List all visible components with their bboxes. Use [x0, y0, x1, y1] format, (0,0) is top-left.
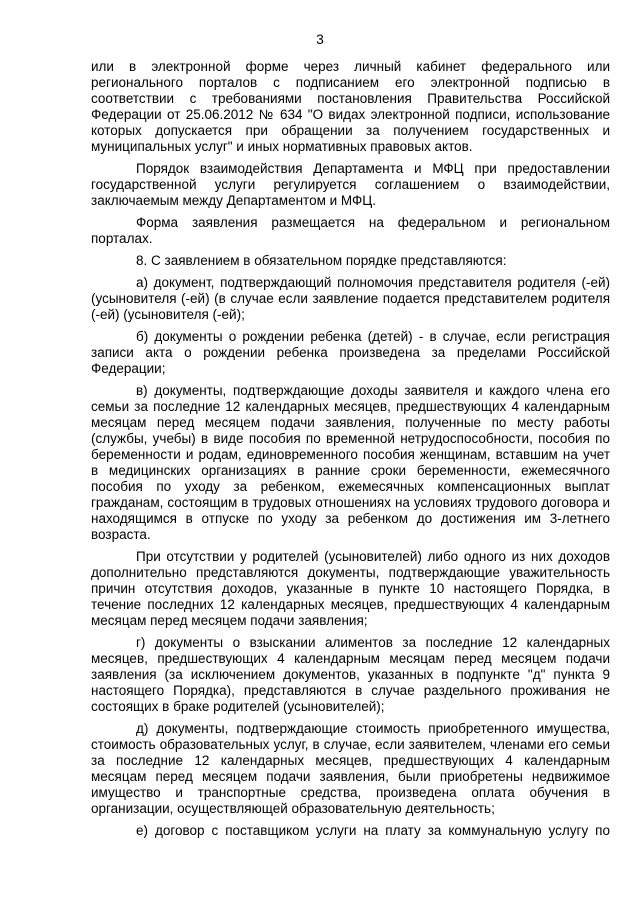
paragraph-item-8-heading: 8. С заявлением в обязательном порядке представляются: — [136, 253, 507, 268]
paragraph-application-form: Форма заявления размещается на федеральном и региональном порталах. — [91, 215, 610, 246]
paragraph-item-8d: д) документы, подтверждающие стоимость приобретенного имущества, стоимость образовательных услуг, в случае, если заявителем, членами его семьи за последние 12 календарных месяцев, предшествующих 4 календарным месяцам перед месяцем подачи заявления, были приобретены недвижимое имущество и транспортные средства, произведена оплата обучения в организации, осуществляющей образовательную деятельность; — [91, 721, 610, 816]
paragraph-item-8b: б) документы о рождении ребенка (детей) - в случае, если регистрация записи акта о рождении ребенка произведена за пределами Российской Федерации; — [91, 329, 610, 376]
paragraph-item-8v: в) документы, подтверждающие доходы заявителя и каждого члена его семьи за последние 12 календарных месяцев, предшествующих 4 календарным месяцам перед месяцем подачи заявления, полученные по месту работы (службы, учебы) в виде пособия по временной нетрудоспособности, пособия по беременности и родам, единовременного пособия женщинам, вставшим на учет в медицинских организациях в ранние сроки беременности, ежемесячного пособия по уходу за ребенком, ежемесячных компенсационных выплат гражданам, состоящим в трудовых отношениях на условиях трудового договора и находящимся в отпуске по уходу за ребенком до достижения им 3-летнего возраста. — [91, 383, 610, 542]
paragraph-item-8a: а) документ, подтверждающий полномочия представителя родителя (-ей) (усыновителя (-ей) (в случае если заявление подается представителем родителя (-ей) (усыновителя (-ей); — [91, 275, 610, 322]
paragraph-item-8g: г) документы о взыскании алиментов за последние 12 календарных месяцев, предшествующих 4 календарным месяцам перед месяцем подачи заявления (за исключением документов, указанных в подпункте "д" пункта 9 настоящего Порядка), представляются в случае раздельного проживания не состоящих в браке родителей (усыновителей); — [91, 635, 610, 714]
paragraph-interaction-procedure: Порядок взаимодействия Департамента и МФЦ при предоставлении государственной услуги регулируется соглашением о взаимодействии, заключаемым между Департаментом и МФЦ. — [91, 161, 610, 208]
paragraph-no-income: При отсутствии у родителей (усыновителей) либо одного из них доходов дополнительно представляются документы, подтверждающие уважительность причин отсутствия доходов, указанные в пункте 10 настоящего Порядка, в течение последних 12 календарных месяцев, предшествующих 4 календарным месяцам перед месяцем подачи заявления; — [91, 549, 610, 628]
document-body — [91, 59, 610, 845]
page-number: 3 — [316, 32, 324, 47]
paragraph-electronic-submission: или в электронной форме через личный кабинет федерального или регионального порталов с подписанием его электронной подписью в соответствии с требованиями постановления Правительства Российской Федерации от 25.06.2012 № 634 "О видах электронной подписи, использование которых допускается при обращении за получением государственных и муниципальных услуг" и иных нормативных правовых актов. — [91, 59, 610, 154]
paragraph-item-8e: е) договор с поставщиком услуги на плату за коммунальную услугу по — [136, 823, 610, 838]
